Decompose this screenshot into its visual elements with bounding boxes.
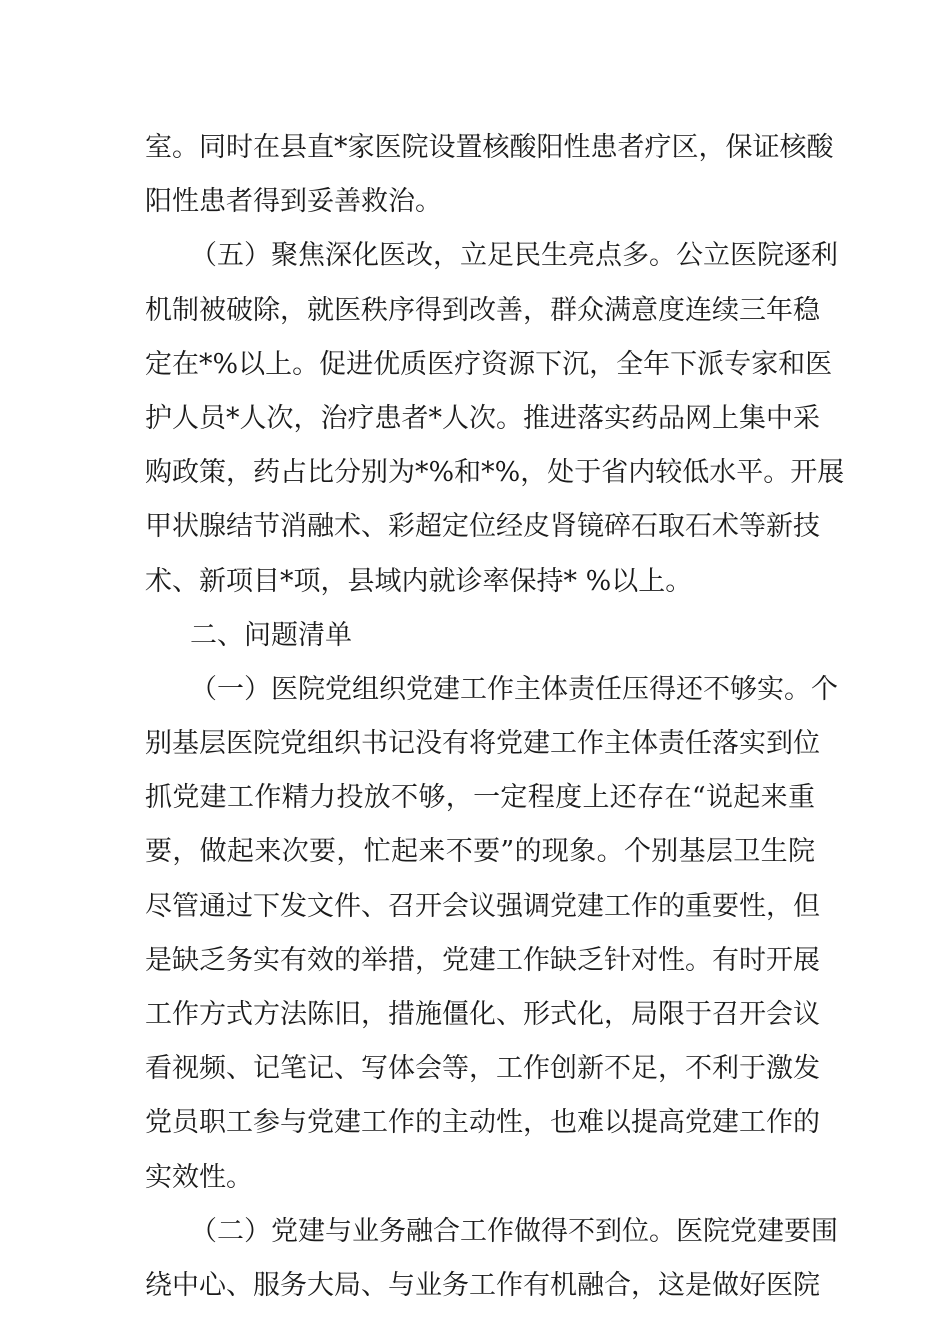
text-line: 阳性患者得到妥善救治。 [145, 186, 442, 217]
section-paragraph-start: （一）医院党组织党建工作主体责任压得还不够实。个 [190, 674, 838, 705]
text-line: 机制被破除，就医秩序得到改善，群众满意度连续三年稳 [145, 295, 820, 326]
text-line: 实效性。 [145, 1162, 253, 1193]
text-line: 绕中心、服务大局、与业务工作有机融合，这是做好医院 [145, 1270, 820, 1301]
text-line: 工作方式方法陈旧，措施僵化、形式化，局限于召开会议 [145, 999, 820, 1030]
text-line: 甲状腺结节消融术、彩超定位经皮肾镜碎石取石术等新技 [145, 511, 820, 542]
text-line: 要，做起来次要，忙起来不要”的现象。个别基层卫生院 [145, 836, 815, 867]
text-line: 购政策，药占比分别为*%和*%，处于省内较低水平。开展 [145, 457, 845, 488]
section-paragraph-start: （五）聚焦深化医改，立足民生亮点多。公立医院逐利 [190, 240, 838, 271]
text-line: 别基层医院党组织书记没有将党建工作主体责任落实到位 [145, 728, 820, 759]
section-heading: 二、问题清单 [190, 620, 352, 651]
text-line: 党员职工参与党建工作的主动性，也难以提高党建工作的 [145, 1107, 820, 1138]
text-line: 护人员*人次，治疗患者*人次。推进落实药品网上集中采 [145, 403, 820, 434]
text-line: 术、新项目*项，县域内就诊率保持* %以上。 [145, 566, 693, 597]
text-line: 尽管通过下发文件、召开会议强调党建工作的重要性，但 [145, 891, 820, 922]
text-line: 室。同时在县直*家医院设置核酸阳性患者疗区，保证核酸 [145, 132, 834, 163]
text-line: 抓党建工作精力投放不够，一定程度上还存在“说起来重 [145, 782, 815, 813]
text-line: 定在*%以上。促进优质医疗资源下沉，全年下派专家和医 [145, 349, 833, 380]
text-line: 是缺乏务实有效的举措，党建工作缺乏针对性。有时开展 [145, 945, 820, 976]
text-line: 看视频、记笔记、写体会等，工作创新不足，不利于激发 [145, 1053, 820, 1084]
section-paragraph-start: （二）党建与业务融合工作做得不到位。医院党建要围 [190, 1216, 838, 1247]
